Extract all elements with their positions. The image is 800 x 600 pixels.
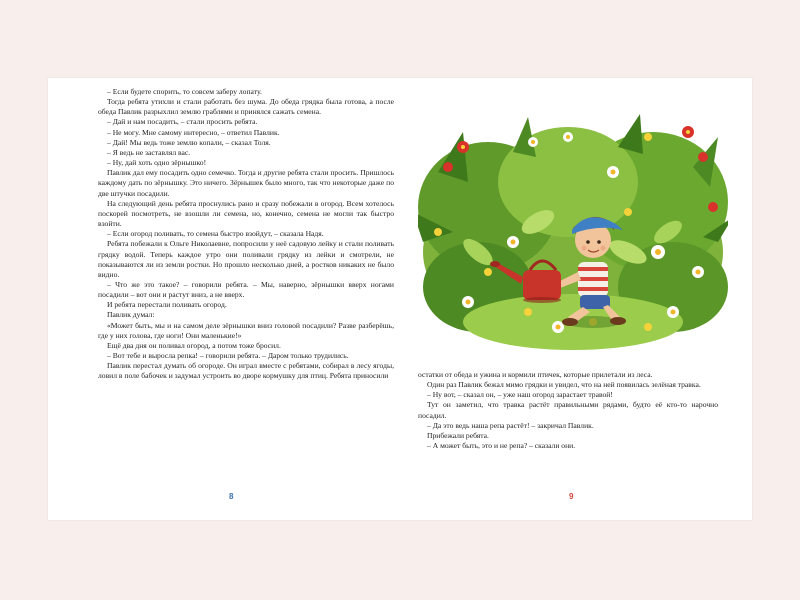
garden-boy-illustration — [418, 112, 728, 352]
paragraph: Тут он заметил, что травка растёт правильными рядами, будто её кто-то нарочно посадил. — [418, 400, 718, 420]
paragraph: – Что же это такое? – говорили ребята. – Мы, наверно, зёрнышки вверх ногами посадили – вот они и растут вниз, а не вверх. — [98, 279, 394, 300]
paragraph: – Не могу. Мне самому интересно, – ответил Павлик. — [107, 127, 280, 137]
paragraph: – Если будете спорить, то совсем заберу лопату. — [107, 87, 262, 96]
right-page-text — [418, 370, 718, 451]
top-margin — [0, 0, 800, 78]
left-page-text — [98, 87, 394, 382]
paragraph: – Ну вот, – сказал он, – уже наш огород зарастает травой! — [427, 390, 613, 400]
paragraph: Ещё два дня он поливал огород, а потом тоже бросил. — [107, 340, 281, 350]
paragraph: Павлик дал ему посадить одно семечко. Тогда и другие ребята стали просить. Пришлось каждому дать по зёрнышку. Это ничего. Зёрнышек было много, так что некоторые даже по две штучки посадили. — [98, 168, 395, 198]
paragraph: – А может быть, это и не репа? – сказали они. — [427, 441, 576, 451]
paragraph: остатки от обеда и ужина и кормили птичек, которые прилетали из леса. — [418, 370, 653, 379]
paragraph: Павлик думал: — [107, 310, 155, 320]
paragraph: – Ну, дай хоть одно зёрнышко! — [107, 158, 207, 168]
page-number-right: 9 — [569, 492, 574, 501]
paragraph: – Да это ведь наша репа растёт! – закричал Павлик. — [427, 420, 594, 430]
paragraph: Павлик перестал думать об огороде. Он играл вместе с ребятами, собирал в лесу ягоды, ловил в поле бабочек и задумал устроить во дворе кормушку для птиц. Ребята приносили — [98, 361, 394, 381]
paragraph: – Вот тебе и выросла репка! – говорили ребята. – Даром только трудились. — [107, 351, 349, 361]
paragraph: Один раз Павлик бежал мимо грядки и увидел, что на ней появилась зелёная травка. — [427, 380, 701, 390]
paragraph: – Если огород поливать, то семена быстро взойдут, – сказала Надя. — [107, 229, 324, 239]
paragraph: И ребята перестали поливать огород. — [107, 300, 227, 310]
paragraph: Прибежали ребята. — [427, 430, 489, 440]
bottom-margin — [0, 520, 800, 600]
paragraph: – Дай и нам посадить, – стали просить ребята. — [107, 117, 258, 127]
paragraph: Тогда ребята утихли и стали работать без шума. До обеда грядка была готова, а после обеда Павлик разрыхлил землю граблями и принялся сажать семена. — [98, 97, 394, 117]
page-number-left: 8 — [229, 492, 234, 501]
paragraph: На следующий день ребята проснулись рано и сразу побежали в огород. Всем хотелось поскорей посмотреть, не взошли ли семена, но, конечно, семена не могли так быстро взойти. — [98, 198, 394, 229]
paragraph: «Может быть, мы и на самом деле зёрнышки вниз головой посадили? Разве разберёшь, где у них голова, где ноги! Они маленькие!» — [98, 320, 394, 340]
paragraph: – Я ведь не заставлял вас. — [107, 147, 191, 157]
paragraph: – Дай! Мы ведь тоже землю копали, – сказал Толя. — [107, 137, 271, 147]
paragraph: Ребята побежали к Ольге Николаевне, попросили у неё садовую лейку и стали поливать грядку водой. Теперь каждое утро они поливали грядку из лейки и смотрели, не показываются ли из земли ростки. Но прошло несколько дней, а ростков никаких не было видно. — [98, 239, 394, 279]
